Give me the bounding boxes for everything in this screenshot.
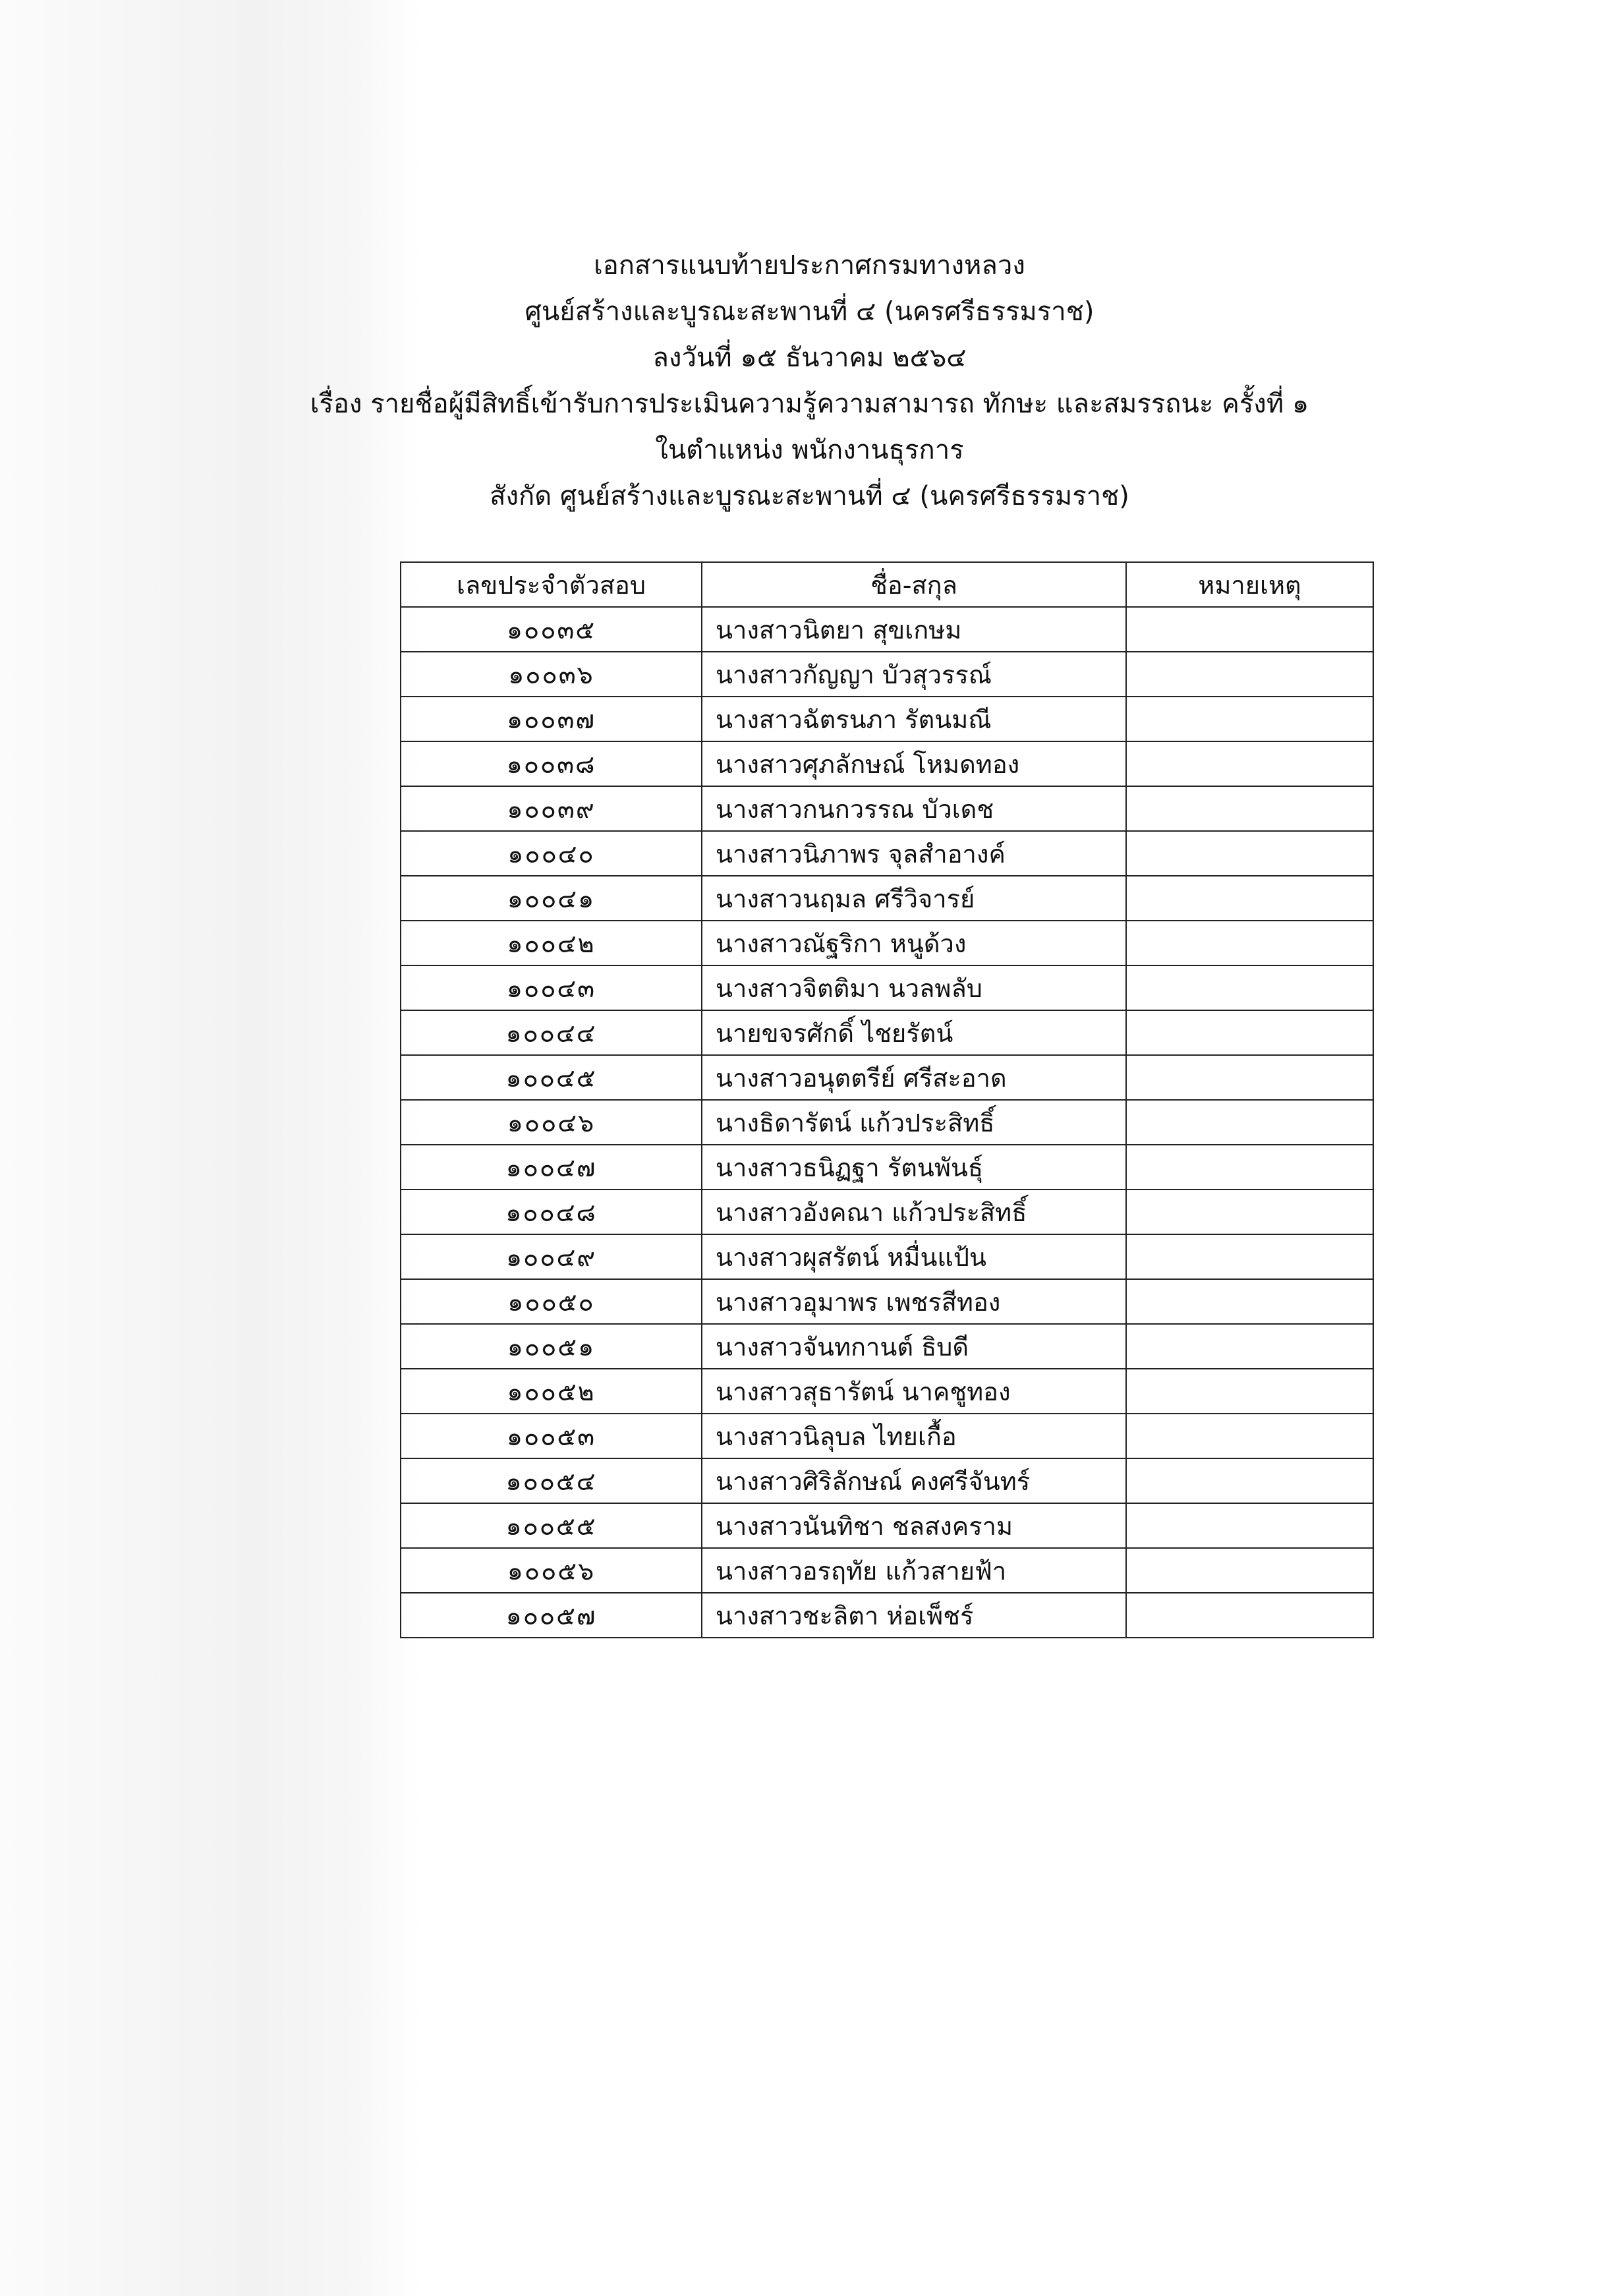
table-row	[401, 652, 1373, 697]
table-body	[401, 607, 1373, 1638]
exam-id-cell: ๑๐๐๕๕	[401, 1503, 702, 1548]
exam-id-cell: ๑๐๐๔๓	[401, 965, 702, 1010]
exam-id-cell: ๑๐๐๔๙	[401, 1234, 702, 1279]
remarks-cell	[1126, 1279, 1373, 1324]
header-line-subject: เรื่อง รายชื่อผู้มีสิทธิ์เข้ารับการประเมินความรู้ความสามารถ ทักษะ และสมรรถนะ ครั้งที่ ๑	[310, 389, 1309, 419]
table-row	[401, 1279, 1373, 1324]
exam-id-cell: ๑๐๐๓๘	[401, 741, 702, 786]
remarks-cell	[1126, 1503, 1373, 1548]
exam-id-cell: ๑๐๐๓๖	[401, 652, 702, 697]
table-row	[401, 1369, 1373, 1414]
full-name-cell: นางสาวณัฐริกา หนูด้วง	[702, 921, 1126, 965]
remarks-cell	[1126, 741, 1373, 786]
full-name-cell: นางสาวศิริลักษณ์ คงศรีจันทร์	[702, 1458, 1126, 1503]
document-header	[0, 243, 1619, 519]
full-name-cell: นางสาวนิตยา สุขเกษม	[702, 607, 1126, 652]
full-name-cell: นางสาวกัญญา บัวสุวรรณ์	[702, 652, 1126, 697]
column-header-remarks: หมายเหตุ	[1126, 562, 1373, 607]
exam-id-cell: ๑๐๐๔๔	[401, 1010, 702, 1055]
full-name-cell: นางสาวนฤมล ศรีวิจารย์	[702, 876, 1126, 921]
remarks-cell	[1126, 1234, 1373, 1279]
remarks-cell	[1126, 1548, 1373, 1593]
exam-id-cell: ๑๐๐๕๒	[401, 1369, 702, 1414]
remarks-cell	[1126, 965, 1373, 1010]
exam-id-cell: ๑๐๐๔๘	[401, 1190, 702, 1234]
table-row	[401, 697, 1373, 741]
full-name-cell: นางสาวอรฤทัย แก้วสายฟ้า	[702, 1548, 1126, 1593]
table-row	[401, 1324, 1373, 1369]
table-row	[401, 1145, 1373, 1190]
exam-id-cell: ๑๐๐๓๕	[401, 607, 702, 652]
table-row	[401, 1458, 1373, 1503]
remarks-cell	[1126, 876, 1373, 921]
full-name-cell: นางสาวฉัตรนภา รัตนมณี	[702, 697, 1126, 741]
remarks-cell	[1126, 652, 1373, 697]
full-name-cell: นางสาวอนุตตรีย์ ศรีสะอาด	[702, 1055, 1126, 1100]
remarks-cell	[1126, 1100, 1373, 1145]
exam-id-cell: ๑๐๐๕๗	[401, 1593, 702, 1638]
full-name-cell: นางสาวนิภาพร จุลสำอางค์	[702, 831, 1126, 876]
remarks-cell	[1126, 607, 1373, 652]
table-row	[401, 741, 1373, 786]
remarks-cell	[1126, 921, 1373, 965]
table-row	[401, 1190, 1373, 1234]
remarks-cell	[1126, 1414, 1373, 1458]
table-row	[401, 1548, 1373, 1593]
table-row	[401, 876, 1373, 921]
full-name-cell: นางสาวจิตติมา นวลพลับ	[702, 965, 1126, 1010]
table-row	[401, 965, 1373, 1010]
full-name-cell: นางสาวชะลิตา ห่อเพ็ชร์	[702, 1593, 1126, 1638]
table-row	[401, 831, 1373, 876]
remarks-cell	[1126, 1055, 1373, 1100]
header-line-position: ในตำแหน่ง พนักงานธุรการ	[655, 435, 964, 465]
remarks-cell	[1126, 1190, 1373, 1234]
table-header-row	[401, 562, 1373, 607]
header-line-agency: ศูนย์สร้างและบูรณะสะพานที่ ๔ (นครศรีธรรมราช)	[525, 297, 1094, 327]
remarks-cell	[1126, 1145, 1373, 1190]
full-name-cell: นางสาวนันทิชา ชลสงคราม	[702, 1503, 1126, 1548]
exam-id-cell: ๑๐๐๔๖	[401, 1100, 702, 1145]
exam-id-cell: ๑๐๐๔๒	[401, 921, 702, 965]
table-row	[401, 921, 1373, 965]
exam-id-cell: ๑๐๐๔๗	[401, 1145, 702, 1190]
remarks-cell	[1126, 1010, 1373, 1055]
exam-id-cell: ๑๐๐๕๓	[401, 1414, 702, 1458]
full-name-cell: นางสาวอังคณา แก้วประสิทธิ์	[702, 1190, 1126, 1234]
table-row	[401, 1593, 1373, 1638]
exam-id-cell: ๑๐๐๓๙	[401, 786, 702, 831]
remarks-cell	[1126, 697, 1373, 741]
full-name-cell: นางสาวอุมาพร เพชรสีทอง	[702, 1279, 1126, 1324]
column-header-full-name: ชื่อ-สกุล	[702, 562, 1126, 607]
full-name-cell: นายขจรศักดิ์ ไชยรัตน์	[702, 1010, 1126, 1055]
full-name-cell: นางสาวกนกวรรณ บัวเดช	[702, 786, 1126, 831]
table-row	[401, 1503, 1373, 1548]
exam-id-cell: ๑๐๐๔๐	[401, 831, 702, 876]
exam-id-cell: ๑๐๐๔๕	[401, 1055, 702, 1100]
full-name-cell: นางสาวนิลุบล ไทยเกื้อ	[702, 1414, 1126, 1458]
header-line-affiliation: สังกัด ศูนย์สร้างและบูรณะสะพานที่ ๔ (นครศรีธรรมราช)	[490, 481, 1129, 511]
full-name-cell: นางสาวธนิฏฐา รัตนพันธุ์	[702, 1145, 1126, 1190]
remarks-cell	[1126, 786, 1373, 831]
table-row	[401, 1055, 1373, 1100]
table-row	[401, 607, 1373, 652]
full-name-cell: นางธิดารัตน์ แก้วประสิทธิ์	[702, 1100, 1126, 1145]
full-name-cell: นางสาวผุสรัตน์ หมื่นแป้น	[702, 1234, 1126, 1279]
column-header-exam-id: เลขประจำตัวสอบ	[401, 562, 702, 607]
remarks-cell	[1126, 1593, 1373, 1638]
table-row	[401, 1414, 1373, 1458]
exam-id-cell: ๑๐๐๕๔	[401, 1458, 702, 1503]
remarks-cell	[1126, 1458, 1373, 1503]
remarks-cell	[1126, 831, 1373, 876]
remarks-cell	[1126, 1324, 1373, 1369]
header-line-attachment: เอกสารแนบท้ายประกาศกรมทางหลวง	[594, 250, 1025, 281]
candidate-table	[400, 561, 1374, 1638]
table-row	[401, 786, 1373, 831]
full-name-cell: นางสาวศุภลักษณ์ โหมดทอง	[702, 741, 1126, 786]
exam-id-cell: ๑๐๐๕๑	[401, 1324, 702, 1369]
table-row	[401, 1100, 1373, 1145]
table-row	[401, 1234, 1373, 1279]
exam-id-cell: ๑๐๐๕๐	[401, 1279, 702, 1324]
exam-id-cell: ๑๐๐๔๑	[401, 876, 702, 921]
header-line-date: ลงวันที่ ๑๕ ธันวาคม ๒๕๖๔	[652, 343, 967, 373]
remarks-cell	[1126, 1369, 1373, 1414]
exam-id-cell: ๑๐๐๕๖	[401, 1548, 702, 1593]
full-name-cell: นางสาวสุธารัตน์ นาคชูทอง	[702, 1369, 1126, 1414]
table-row	[401, 1010, 1373, 1055]
full-name-cell: นางสาวจันทกานต์ ธิบดี	[702, 1324, 1126, 1369]
exam-id-cell: ๑๐๐๓๗	[401, 697, 702, 741]
